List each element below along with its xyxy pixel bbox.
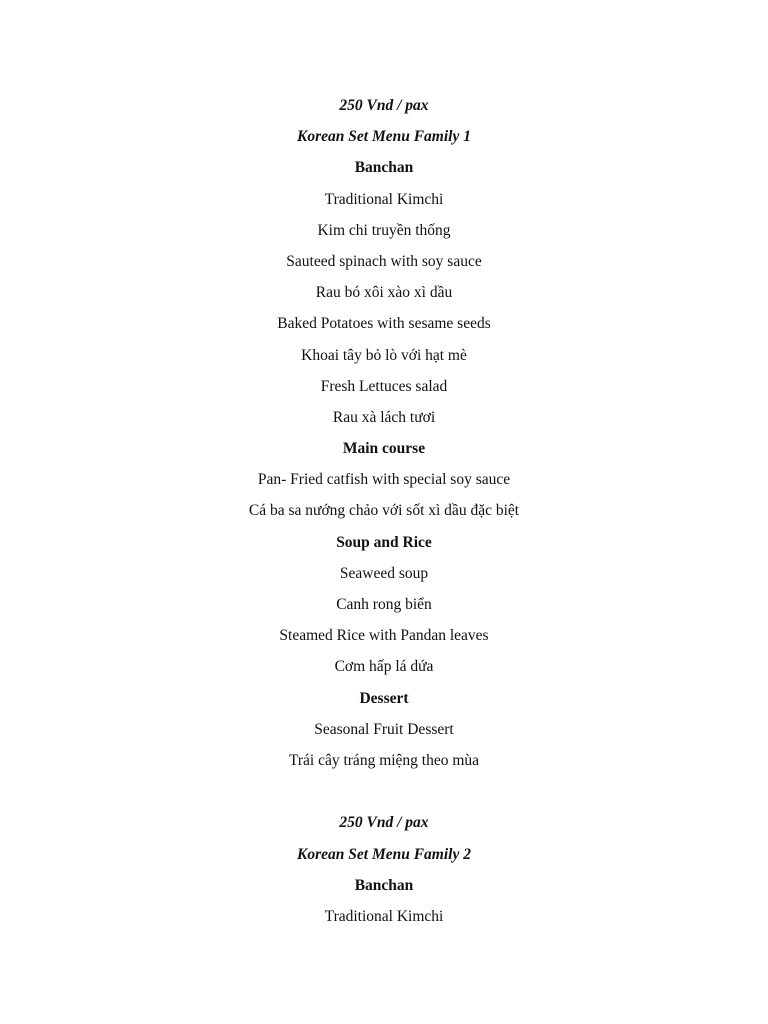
menu-item: Seaweed soup: [339, 564, 429, 582]
menu-item: Steamed Rice with Pandan leaves: [279, 627, 489, 645]
menu-item: Rau bó xôi xào xì dầu: [315, 284, 453, 302]
section-heading-main-course: Main course: [342, 440, 426, 458]
menu-item: Canh rong biển: [336, 596, 432, 613]
section-heading-dessert: Dessert: [359, 689, 409, 707]
menu-item: Rau xà lách tươi: [332, 408, 436, 426]
menu-item: Pan- Fried catfish with special soy sauce: [257, 471, 511, 489]
section-heading-soup-and-rice: Soup and Rice: [336, 533, 432, 551]
menu-item: Sauteed spinach with soy sauce: [286, 252, 482, 270]
menu-item: Trái cây tráng miệng theo mùa: [288, 751, 480, 769]
menu-item: Traditional Kimchi: [324, 907, 444, 925]
menu-item: Khoai tây bỏ lò với hạt mè: [301, 346, 467, 364]
menu-family-2: [0, 807, 768, 932]
menu-item: Kim chi truyền thống: [317, 221, 451, 239]
menu-price: 250 Vnd / pax: [339, 814, 429, 832]
menu-title: Korean Set Menu Family 1: [297, 128, 471, 146]
menu-item: Cơm hấp lá dứa: [334, 658, 434, 676]
section-heading-banchan: Banchan: [354, 876, 414, 894]
menu-item: Fresh Lettuces salad: [320, 377, 448, 395]
section-heading-banchan: Banchan: [354, 159, 414, 177]
menu-item: Baked Potatoes with sesame seeds: [277, 315, 491, 333]
menu-price: 250 Vnd / pax: [339, 97, 429, 114]
menu-item: Seasonal Fruit Dessert: [314, 720, 454, 738]
menu-title: Korean Set Menu Family 2: [297, 845, 471, 863]
menu-family-1: [0, 90, 768, 776]
menu-item: Cá ba sa nướng chảo với sốt xì dầu đặc biệt: [248, 502, 520, 520]
menu-item: Traditional Kimchi: [324, 190, 444, 208]
menu-spacer: [0, 776, 768, 807]
